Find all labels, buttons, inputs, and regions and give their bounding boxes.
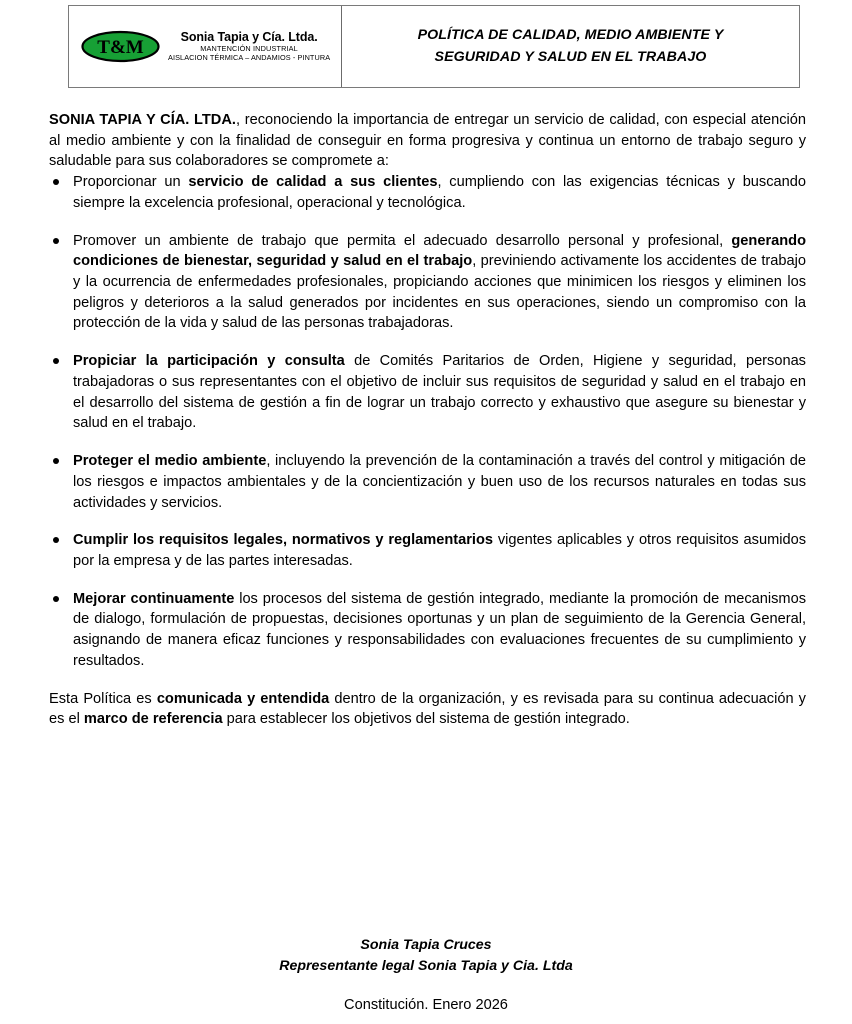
intro-company-name: SONIA TAPIA Y CÍA. LTDA. [49,112,236,128]
bullet-text-bold: Propiciar la participación y consulta [73,353,345,370]
list-item [49,451,806,513]
logo-subtitle-secondary: AISLACION TÉRMICA – ANDAMIOS - PINTURA [168,53,331,63]
bullet-text-bold: generando condiciones de bienestar, seguridad y salud en el trabajo [73,232,806,270]
intro-text: , reconociendo la importancia de entregar un servicio de calidad, con especial atención al medio ambiente y con la finalidad de conseguir en forma progresiva y continua un entorno de trabajo seguro y saludable para sus colaboradores se compromete a: [49,112,807,170]
header-table [68,5,800,88]
closing-text-part2: dentro de la organización, y es revisada para su continua adecuación y es el [49,690,806,728]
header-title-cell [342,6,799,87]
list-item [49,172,806,213]
signatory-name: Sonia Tapia Cruces [360,937,492,953]
logo-company-name: Sonia Tapia y Cía. Ltda. [180,30,318,45]
closing-bold-2: marco de referencia [83,711,223,728]
bullet-text-bold: servicio de calidad a sus clientes [188,174,438,191]
signatory-role: Representante legal Sonia Tapia y Cia. Ltda [279,957,573,974]
closing-text-part1: Esta Política es [49,690,157,707]
closing-text-part3: para establecer los objetivos del sistema de gestión integrado. [222,711,630,728]
list-item [49,351,806,434]
header-logo-cell [69,6,342,87]
closing-bold-1: comunicada y entendida [156,690,330,707]
bullet-text-bold: Cumplir los requisitos legales, normativos y reglamentarios [73,532,493,549]
document-body [49,110,806,730]
intro-paragraph [49,110,806,172]
logo-subtitle-primary: MANTENCIÓN INDUSTRIAL [200,44,298,54]
bullet-text-post: , cumpliendo con las exigencias técnicas y buscando siempre la excelencia profesional, operacional y tecnológica. [73,174,806,211]
closing-paragraph [49,689,806,730]
bullet-text-post: los procesos del sistema de gestión integrado, mediante la promoción de mecanismos de dialogo, formulación de propuestas, decisiones oportunas y un plan de seguimiento de la Gerencia General, asignando de manera eficaz funciones y responsabilidades con evaluaciones frecuentes de su cumplimiento y resultados. [73,590,806,669]
policy-commitments-list [49,172,806,671]
signature-block [0,935,852,976]
company-logo [81,30,330,63]
place-and-date: Constitución. Enero 2026 [344,997,508,1013]
bullet-text-bold: Proteger el medio ambiente [73,453,267,470]
bullet-text-post: , incluyendo la prevención de la contaminación a través del control y mitigación de los riesgos e impactos ambientales y de la concientización y buen uso de los recursos naturales en todas sus actividades y servicios. [73,453,806,511]
bullet-text-pre: Promover un ambiente de trabajo que permita el adecuado desarrollo personal y profesional, [73,232,732,249]
logo-wordmark [168,31,330,62]
document-title [418,25,724,68]
svg-text:T&M: T&M [97,37,144,58]
document-title-line1: POLÍTICA DE CALIDAD, MEDIO AMBIENTE Y [417,27,724,44]
list-item [49,589,806,672]
bullet-text-post: vigentes aplicables y otros requisitos asumidos por la empresa y de las partes interesadas. [73,532,806,569]
list-item [49,231,806,335]
bullet-text-post: , previniendo activamente los accidentes de trabajo y la ocurrencia de enfermedades profesionales, propiciando acciones que minimicen los riesgos y eliminen los peligros y deterioros a la salud generados por incidentes en sus operaciones, siendo un compromiso con la protección de la vida y salud de las personas trabajadoras. [73,253,806,332]
list-item [49,530,806,571]
bullet-text-bold: Mejorar continuamente [73,590,235,607]
document-title-line2: SEGURIDAD Y SALUD EN EL TRABAJO [434,48,707,65]
bullet-text-post: de Comités Paritarios de Orden, Higiene y seguridad, personas trabajadoras o sus representantes con el objetivo de incluir sus requisitos de seguridad y salud en el trabajo en el desarrollo del sistema de gestión a fin de lograr un trabajo correcto y exhaustivo que asegure su bienestar y salud en el trabajo. [73,353,806,432]
bullet-text-pre: Proporcionar un [73,174,189,191]
tm-logo-icon [81,30,160,63]
